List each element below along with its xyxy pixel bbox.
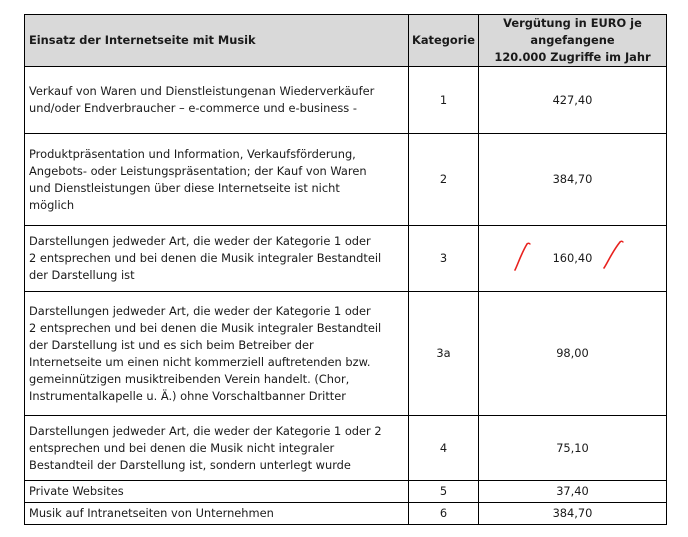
category-cell: 3	[409, 226, 479, 292]
usage-cell	[25, 67, 409, 134]
usage-line: möglich	[29, 197, 75, 212]
category-cell: 6	[409, 503, 479, 525]
fee-cell: 75,10	[479, 416, 667, 481]
usage-cell: Musik auf Intranetseiten von Unternehmen	[25, 503, 409, 525]
usage-line: Instrumentalkapelle u. Ä.) ohne Vorschaltbanner Dritter	[29, 388, 346, 403]
fee-wrap	[553, 250, 593, 267]
usage-cell	[25, 134, 409, 226]
header-fee-line-2: angefangene	[530, 33, 615, 47]
fee-cell: 384,70	[479, 134, 667, 226]
usage-line: der Darstellung ist und es sich beim Betreiber der	[29, 337, 314, 352]
check-mark-icon	[602, 240, 626, 272]
usage-line: Produktpräsentation und Information, Verkaufsförderung,	[29, 146, 356, 161]
usage-line: Darstellungen jedweder Art, die weder der Kategorie 1 oder	[29, 303, 371, 318]
table-row	[25, 226, 667, 292]
fee-cell: 384,70	[479, 503, 667, 525]
header-row	[25, 15, 667, 67]
usage-cell	[25, 416, 409, 481]
fee-cell: 37,40	[479, 481, 667, 503]
usage-line: 2 entsprechen und bei denen die Musik integraler Bestandteil	[29, 320, 382, 335]
usage-line: Darstellungen jedweder Art, die weder der Kategorie 1 oder	[29, 234, 371, 248]
usage-line: der Darstellung ist	[29, 268, 135, 282]
category-cell: 3a	[409, 292, 479, 416]
usage-cell	[25, 292, 409, 416]
fee-value: 160,40	[552, 251, 593, 265]
usage-line: entsprechen und bei denen die Musik nicht integraler	[29, 440, 335, 455]
header-fee-line-1: Vergütung in EURO je	[503, 16, 642, 30]
usage-line: Verkauf von Waren und Dienstleistungenan Wiederverkäufer	[29, 84, 375, 98]
usage-line: Internetseite um einen nicht kommerziell auftretenden bzw.	[29, 354, 371, 369]
category-cell: 1	[409, 67, 479, 134]
table-row	[25, 134, 667, 226]
category-cell: 2	[409, 134, 479, 226]
fee-table	[24, 14, 667, 525]
fee-cell: 98,00	[479, 292, 667, 416]
header-usage: Einsatz der Internetseite mit Musik	[25, 15, 409, 67]
usage-line: Darstellungen jedweder Art, die weder der Kategorie 1 oder 2	[29, 423, 382, 438]
usage-cell	[25, 226, 409, 292]
usage-cell: Private Websites	[25, 481, 409, 503]
fee-cell	[479, 226, 667, 292]
fee-cell: 427,40	[479, 67, 667, 134]
usage-line: Bestandteil der Darstellung ist, sondern unterlegt wurde	[29, 457, 351, 472]
table-row	[25, 503, 667, 525]
check-mark-icon	[511, 240, 535, 272]
usage-line: und/oder Endverbraucher – e-commerce und e-business -	[29, 101, 357, 115]
usage-line: Angebots- oder Leistungspräsentation; der Kauf von Waren	[29, 163, 367, 178]
header-fee-line-3: 120.000 Zugriffe im Jahr	[494, 50, 651, 64]
usage-line: gemeinnützigen musiktreibenden Verein handelt. (Chor,	[29, 371, 350, 386]
category-cell: 4	[409, 416, 479, 481]
header-category: Kategorie	[409, 15, 479, 67]
table-row	[25, 416, 667, 481]
category-cell: 5	[409, 481, 479, 503]
header-fee	[479, 15, 667, 67]
usage-line: 2 entsprechen und bei denen die Musik integraler Bestandteil	[29, 251, 382, 265]
table-row	[25, 481, 667, 503]
usage-line: und Dienstleistungen über diese Internetseite ist nicht	[29, 180, 340, 195]
table-row	[25, 67, 667, 134]
table-row	[25, 292, 667, 416]
